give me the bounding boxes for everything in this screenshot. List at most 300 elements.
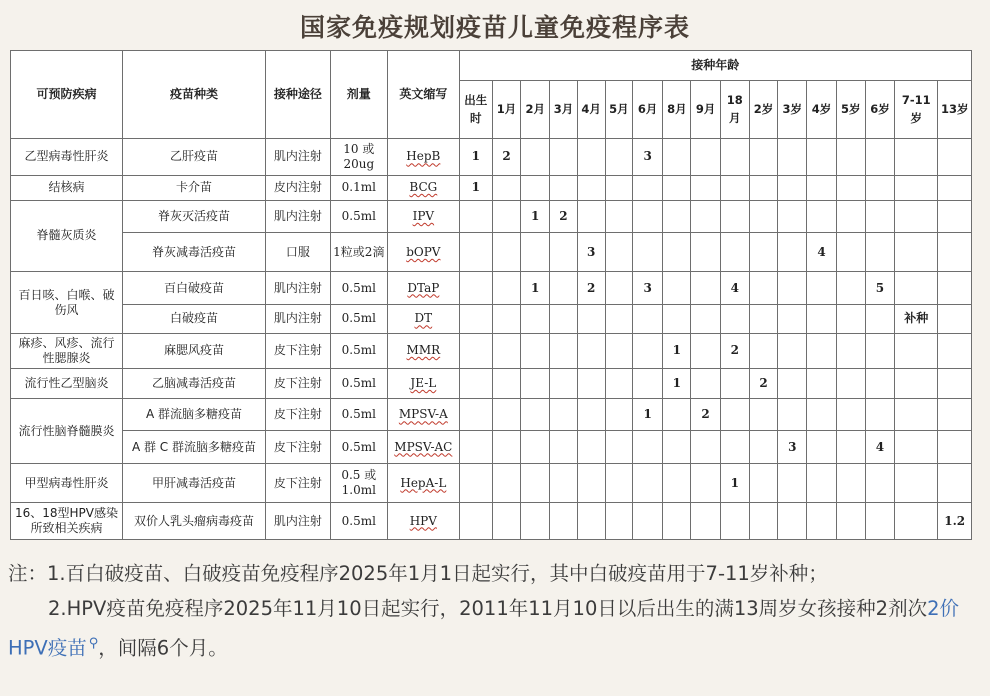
- dose-cell: [691, 333, 720, 368]
- dose-cell: [720, 305, 749, 334]
- dose-cell: [895, 175, 938, 200]
- dose-cell: [605, 368, 632, 399]
- dose-cell: 4: [865, 431, 894, 464]
- disease-cell: 流行性脑脊髓膜炎: [11, 399, 123, 464]
- dose-cell: [521, 333, 550, 368]
- dose-cell: [691, 139, 720, 176]
- dose-cell: [895, 368, 938, 399]
- dose-cell: [836, 431, 865, 464]
- dose-cell: [663, 200, 691, 233]
- header-disease: 可预防疾病: [11, 51, 123, 139]
- dose-cell: [663, 503, 691, 540]
- dose-cell: [691, 464, 720, 503]
- dose-cell: [691, 431, 720, 464]
- dose-cell: [492, 333, 520, 368]
- dose-cell: [521, 175, 550, 200]
- vaccine-cell: 乙肝疫苗: [122, 139, 265, 176]
- abbr-text: MMR: [406, 343, 441, 358]
- dose-cell: [807, 175, 836, 200]
- dose-cell: [938, 399, 972, 431]
- dose-amount-cell: 0.5ml: [330, 200, 387, 233]
- route-cell: 口服: [266, 233, 331, 272]
- header-route: 接种途径: [266, 51, 331, 139]
- dose-cell: [459, 503, 492, 540]
- dose-cell: [836, 305, 865, 334]
- vaccine-cell: 脊灰减毒活疫苗: [122, 233, 265, 272]
- age-header-cell: 18月: [720, 81, 749, 139]
- age-header-cell: 出生时: [459, 81, 492, 139]
- dose-cell: [550, 399, 577, 431]
- dose-cell: [550, 305, 577, 334]
- dose-cell: [807, 431, 836, 464]
- dose-cell: [778, 464, 807, 503]
- route-cell: 肌内注射: [266, 272, 331, 305]
- dose-cell: [492, 175, 520, 200]
- dose-cell: 3: [633, 272, 663, 305]
- age-header-cell: 6岁: [865, 81, 894, 139]
- dose-cell: [521, 399, 550, 431]
- age-header-cell: 8月: [663, 81, 691, 139]
- note-2: [8, 591, 983, 666]
- vaccine-cell: 百白破疫苗: [122, 272, 265, 305]
- notes-section: [8, 556, 983, 666]
- dose-cell: [492, 368, 520, 399]
- immunization-table-container: [10, 50, 972, 540]
- dose-cell: [865, 503, 894, 540]
- abbr-cell: [388, 503, 460, 540]
- dose-cell: [807, 139, 836, 176]
- dose-cell: [895, 200, 938, 233]
- dose-cell: [807, 272, 836, 305]
- dose-cell: [577, 333, 605, 368]
- age-header-cell: 5月: [605, 81, 632, 139]
- immunization-schedule-table: [10, 50, 972, 540]
- dose-cell: [836, 200, 865, 233]
- age-header-cell: 2岁: [749, 81, 777, 139]
- disease-cell: 甲型病毒性肝炎: [11, 464, 123, 503]
- dose-cell: [807, 333, 836, 368]
- dose-cell: [865, 200, 894, 233]
- page-title: 国家免疫规划疫苗儿童免疫程序表: [299, 13, 690, 42]
- dose-cell: [550, 272, 577, 305]
- abbr-text: MPSV-AC: [394, 439, 453, 454]
- dose-cell: [492, 431, 520, 464]
- dose-cell: [720, 139, 749, 176]
- disease-cell: 结核病: [11, 175, 123, 200]
- dose-cell: 4: [720, 272, 749, 305]
- dose-amount-cell: 0.5ml: [330, 305, 387, 334]
- disease-cell: 麻疹、风疹、流行性腮腺炎: [11, 333, 123, 368]
- dose-cell: [749, 175, 777, 200]
- dose-cell: 2: [691, 399, 720, 431]
- dose-cell: [492, 200, 520, 233]
- dose-cell: 1: [459, 139, 492, 176]
- table-row: [11, 431, 972, 464]
- dose-cell: [605, 175, 632, 200]
- abbr-cell: [388, 464, 460, 503]
- vaccine-cell: 脊灰灭活疫苗: [122, 200, 265, 233]
- dose-cell: [807, 399, 836, 431]
- dose-cell: [778, 200, 807, 233]
- header-abbr: 英文缩写: [388, 51, 460, 139]
- dose-cell: [633, 175, 663, 200]
- dose-cell: 3: [778, 431, 807, 464]
- header-age-group: 接种年龄: [459, 51, 971, 81]
- dose-cell: [865, 399, 894, 431]
- dose-cell: [807, 200, 836, 233]
- vaccine-cell: 白破疫苗: [122, 305, 265, 334]
- dose-cell: [895, 399, 938, 431]
- dose-cell: [720, 200, 749, 233]
- dose-cell: [633, 333, 663, 368]
- dose-amount-cell: 0.1ml: [330, 175, 387, 200]
- dose-cell: [663, 139, 691, 176]
- dose-cell: 2: [492, 139, 520, 176]
- age-header-cell: 4岁: [807, 81, 836, 139]
- age-header-cell: 9月: [691, 81, 720, 139]
- dose-cell: [865, 233, 894, 272]
- dose-cell: [938, 200, 972, 233]
- dose-cell: [778, 399, 807, 431]
- dose-cell: [633, 368, 663, 399]
- vaccine-cell: A 群流脑多糖疫苗: [122, 399, 265, 431]
- dose-cell: [492, 464, 520, 503]
- dose-cell: [459, 399, 492, 431]
- dose-cell: [459, 305, 492, 334]
- abbr-text: bOPV: [406, 244, 441, 259]
- dose-cell: [836, 464, 865, 503]
- dose-cell: [938, 139, 972, 176]
- dose-cell: [577, 305, 605, 334]
- table-row: [11, 399, 972, 431]
- dose-cell: [633, 464, 663, 503]
- dose-cell: [720, 368, 749, 399]
- dose-cell: [865, 368, 894, 399]
- dose-amount-cell: 1粒或2滴: [330, 233, 387, 272]
- disease-cell: 乙型病毒性肝炎: [11, 139, 123, 176]
- abbr-cell: [388, 175, 460, 200]
- dose-cell: [550, 333, 577, 368]
- header-vaccine: 疫苗种类: [122, 51, 265, 139]
- abbr-cell: [388, 399, 460, 431]
- dose-cell: [663, 431, 691, 464]
- disease-cell: 百日咳、白喉、破伤风: [11, 272, 123, 334]
- dose-cell: [605, 399, 632, 431]
- dose-amount-cell: 0.5 或 1.0ml: [330, 464, 387, 503]
- dose-cell: [492, 305, 520, 334]
- route-cell: 皮下注射: [266, 333, 331, 368]
- dose-cell: [663, 464, 691, 503]
- route-cell: 皮下注射: [266, 431, 331, 464]
- dose-amount-cell: 0.5ml: [330, 368, 387, 399]
- dose-cell: [577, 464, 605, 503]
- dose-cell: [865, 139, 894, 176]
- dose-cell: [895, 503, 938, 540]
- dose-cell: [778, 305, 807, 334]
- dose-cell: [836, 368, 865, 399]
- dose-cell: [865, 305, 894, 334]
- search-icon[interactable]: ⚲: [88, 636, 99, 651]
- dose-cell: [895, 464, 938, 503]
- dose-cell: [938, 233, 972, 272]
- dose-cell: [521, 431, 550, 464]
- dose-cell: [691, 175, 720, 200]
- age-header-cell: 3岁: [778, 81, 807, 139]
- dose-cell: [577, 399, 605, 431]
- dose-cell: [605, 272, 632, 305]
- table-row: [11, 233, 972, 272]
- dose-cell: [938, 272, 972, 305]
- dose-cell: [459, 272, 492, 305]
- age-header-cell: 4月: [577, 81, 605, 139]
- dose-cell: [577, 200, 605, 233]
- dose-cell: [492, 399, 520, 431]
- route-cell: 肌内注射: [266, 503, 331, 540]
- abbr-text: BCG: [409, 180, 438, 195]
- header-dose: 剂量: [330, 51, 387, 139]
- dose-amount-cell: 0.5ml: [330, 333, 387, 368]
- age-header-cell: 5岁: [836, 81, 865, 139]
- dose-cell: [720, 399, 749, 431]
- abbr-cell: [388, 139, 460, 176]
- dose-cell: [778, 139, 807, 176]
- dose-cell: [550, 368, 577, 399]
- dose-cell: [836, 233, 865, 272]
- dose-cell: [749, 503, 777, 540]
- abbr-cell: [388, 200, 460, 233]
- dose-cell: [836, 503, 865, 540]
- dose-cell: [836, 139, 865, 176]
- abbr-text: IPV: [412, 208, 435, 223]
- dose-cell: [778, 175, 807, 200]
- dose-cell: [633, 431, 663, 464]
- table-row: [11, 464, 972, 503]
- dose-cell: [577, 175, 605, 200]
- dose-cell: [836, 333, 865, 368]
- vaccine-cell: A 群 C 群流脑多糖疫苗: [122, 431, 265, 464]
- dose-amount-cell: 0.5ml: [330, 272, 387, 305]
- dose-cell: [895, 272, 938, 305]
- dose-cell: [720, 233, 749, 272]
- dose-cell: [807, 368, 836, 399]
- table-row: [11, 305, 972, 334]
- dose-cell: [691, 272, 720, 305]
- dose-cell: 2: [720, 333, 749, 368]
- dose-cell: [577, 431, 605, 464]
- abbr-text: DTaP: [407, 280, 440, 295]
- dose-cell: [865, 464, 894, 503]
- dose-cell: [633, 503, 663, 540]
- dose-cell: 2: [749, 368, 777, 399]
- dose-cell: 1: [459, 175, 492, 200]
- dose-cell: [633, 305, 663, 334]
- dose-cell: [778, 333, 807, 368]
- dose-amount-cell: 0.5ml: [330, 503, 387, 540]
- dose-cell: [521, 464, 550, 503]
- dose-cell: [605, 464, 632, 503]
- dose-cell: [633, 233, 663, 272]
- route-cell: 皮下注射: [266, 464, 331, 503]
- dose-cell: [521, 503, 550, 540]
- disease-cell: 脊髓灰质炎: [11, 200, 123, 272]
- dose-cell: [749, 464, 777, 503]
- table-row: [11, 272, 972, 305]
- vaccine-cell: 甲肝减毒活疫苗: [122, 464, 265, 503]
- abbr-cell: [388, 431, 460, 464]
- route-cell: 肌内注射: [266, 305, 331, 334]
- abbr-text: HepA-L: [400, 475, 447, 490]
- dose-cell: [691, 305, 720, 334]
- dose-cell: [895, 233, 938, 272]
- route-cell: 皮下注射: [266, 399, 331, 431]
- dose-cell: 5: [865, 272, 894, 305]
- dose-cell: [663, 272, 691, 305]
- dose-cell: 1: [521, 200, 550, 233]
- dose-cell: [749, 272, 777, 305]
- dose-cell: [720, 431, 749, 464]
- dose-cell: [459, 200, 492, 233]
- dose-cell: [895, 333, 938, 368]
- dose-cell: [550, 503, 577, 540]
- age-header-cell: 13岁: [938, 81, 972, 139]
- dose-cell: [605, 431, 632, 464]
- abbr-cell: [388, 333, 460, 368]
- dose-cell: [749, 305, 777, 334]
- table-row: [11, 368, 972, 399]
- route-cell: 肌内注射: [266, 200, 331, 233]
- dose-cell: [778, 368, 807, 399]
- dose-cell: [749, 431, 777, 464]
- table-row: [11, 200, 972, 233]
- dose-cell: [550, 139, 577, 176]
- age-header-cell: 2月: [521, 81, 550, 139]
- dose-cell: [492, 503, 520, 540]
- dose-cell: [633, 200, 663, 233]
- dose-cell: 3: [633, 139, 663, 176]
- dose-cell: [938, 368, 972, 399]
- abbr-cell: [388, 233, 460, 272]
- dose-cell: [663, 305, 691, 334]
- dose-cell: 1: [720, 464, 749, 503]
- dose-amount-cell: 0.5ml: [330, 431, 387, 464]
- dose-cell: [459, 464, 492, 503]
- dose-cell: 2: [577, 272, 605, 305]
- dose-cell: [663, 233, 691, 272]
- table-row: [11, 333, 972, 368]
- abbr-text: MPSV-A: [398, 407, 448, 422]
- disease-cell: 流行性乙型脑炎: [11, 368, 123, 399]
- dose-cell: [938, 431, 972, 464]
- age-header-cell: 3月: [550, 81, 577, 139]
- dose-cell: [577, 503, 605, 540]
- abbr-text: HPV: [409, 513, 437, 528]
- dose-cell: [691, 233, 720, 272]
- abbr-cell: [388, 272, 460, 305]
- dose-cell: [459, 431, 492, 464]
- dose-cell: [663, 175, 691, 200]
- disease-cell: 16、18型HPV感染所致相关疾病: [11, 503, 123, 540]
- dose-cell: [605, 333, 632, 368]
- dose-cell: [550, 431, 577, 464]
- dose-cell: [749, 233, 777, 272]
- dose-cell: [492, 272, 520, 305]
- route-cell: 皮内注射: [266, 175, 331, 200]
- dose-cell: 1: [521, 272, 550, 305]
- dose-cell: [605, 233, 632, 272]
- dose-cell: [492, 233, 520, 272]
- dose-cell: [691, 503, 720, 540]
- dose-cell: [865, 175, 894, 200]
- abbr-text: JE-L: [410, 376, 437, 391]
- dose-cell: [459, 368, 492, 399]
- dose-cell: 补种: [895, 305, 938, 334]
- hpv-vaccine-link[interactable]: 2价HPV疫苗: [8, 597, 960, 660]
- table-row: [11, 503, 972, 540]
- vaccine-cell: 乙脑减毒活疫苗: [122, 368, 265, 399]
- note-2-suffix: ，间隔6个月。: [98, 636, 228, 660]
- dose-cell: [605, 139, 632, 176]
- table-row: [11, 139, 972, 176]
- dose-cell: [749, 399, 777, 431]
- dose-cell: [550, 464, 577, 503]
- dose-cell: 2: [550, 200, 577, 233]
- dose-cell: [749, 139, 777, 176]
- dose-cell: [938, 175, 972, 200]
- route-cell: 肌内注射: [266, 139, 331, 176]
- dose-cell: [938, 333, 972, 368]
- dose-cell: [521, 139, 550, 176]
- vaccine-cell: 双价人乳头瘤病毒疫苗: [122, 503, 265, 540]
- route-cell: 皮下注射: [266, 368, 331, 399]
- dose-cell: [605, 305, 632, 334]
- dose-cell: [521, 368, 550, 399]
- note-2-text: 2.HPV疫苗免疫程序2025年11月10日起实行，2011年11月10日以后出生的满13周岁女孩接种2剂次: [48, 597, 928, 620]
- dose-cell: [895, 139, 938, 176]
- dose-amount-cell: 0.5ml: [330, 399, 387, 431]
- dose-cell: 1: [663, 333, 691, 368]
- dose-cell: [778, 503, 807, 540]
- note-1: 注：1.百白破疫苗、白破疫苗免疫程序2025年1月1日起实行，其中白破疫苗用于7-11岁补种；: [8, 562, 828, 585]
- dose-cell: [720, 503, 749, 540]
- dose-cell: [836, 272, 865, 305]
- dose-cell: [778, 233, 807, 272]
- dose-cell: [807, 464, 836, 503]
- dose-cell: [577, 368, 605, 399]
- dose-cell: [550, 175, 577, 200]
- dose-cell: [577, 139, 605, 176]
- age-header-cell: 6月: [633, 81, 663, 139]
- dose-cell: [691, 200, 720, 233]
- dose-cell: [605, 503, 632, 540]
- dose-cell: [720, 175, 749, 200]
- dose-cell: [807, 503, 836, 540]
- dose-cell: [865, 333, 894, 368]
- dose-cell: [778, 272, 807, 305]
- dose-cell: [459, 233, 492, 272]
- age-header-cell: 1月: [492, 81, 520, 139]
- vaccine-cell: 卡介苗: [122, 175, 265, 200]
- dose-cell: [605, 200, 632, 233]
- dose-cell: [749, 200, 777, 233]
- age-header-cell: 7-11岁: [895, 81, 938, 139]
- dose-cell: [938, 464, 972, 503]
- table-row: [11, 175, 972, 200]
- dose-cell: [663, 399, 691, 431]
- dose-cell: [807, 305, 836, 334]
- dose-cell: 1.2: [938, 503, 972, 540]
- dose-cell: [836, 175, 865, 200]
- dose-amount-cell: 10 或 20ug: [330, 139, 387, 176]
